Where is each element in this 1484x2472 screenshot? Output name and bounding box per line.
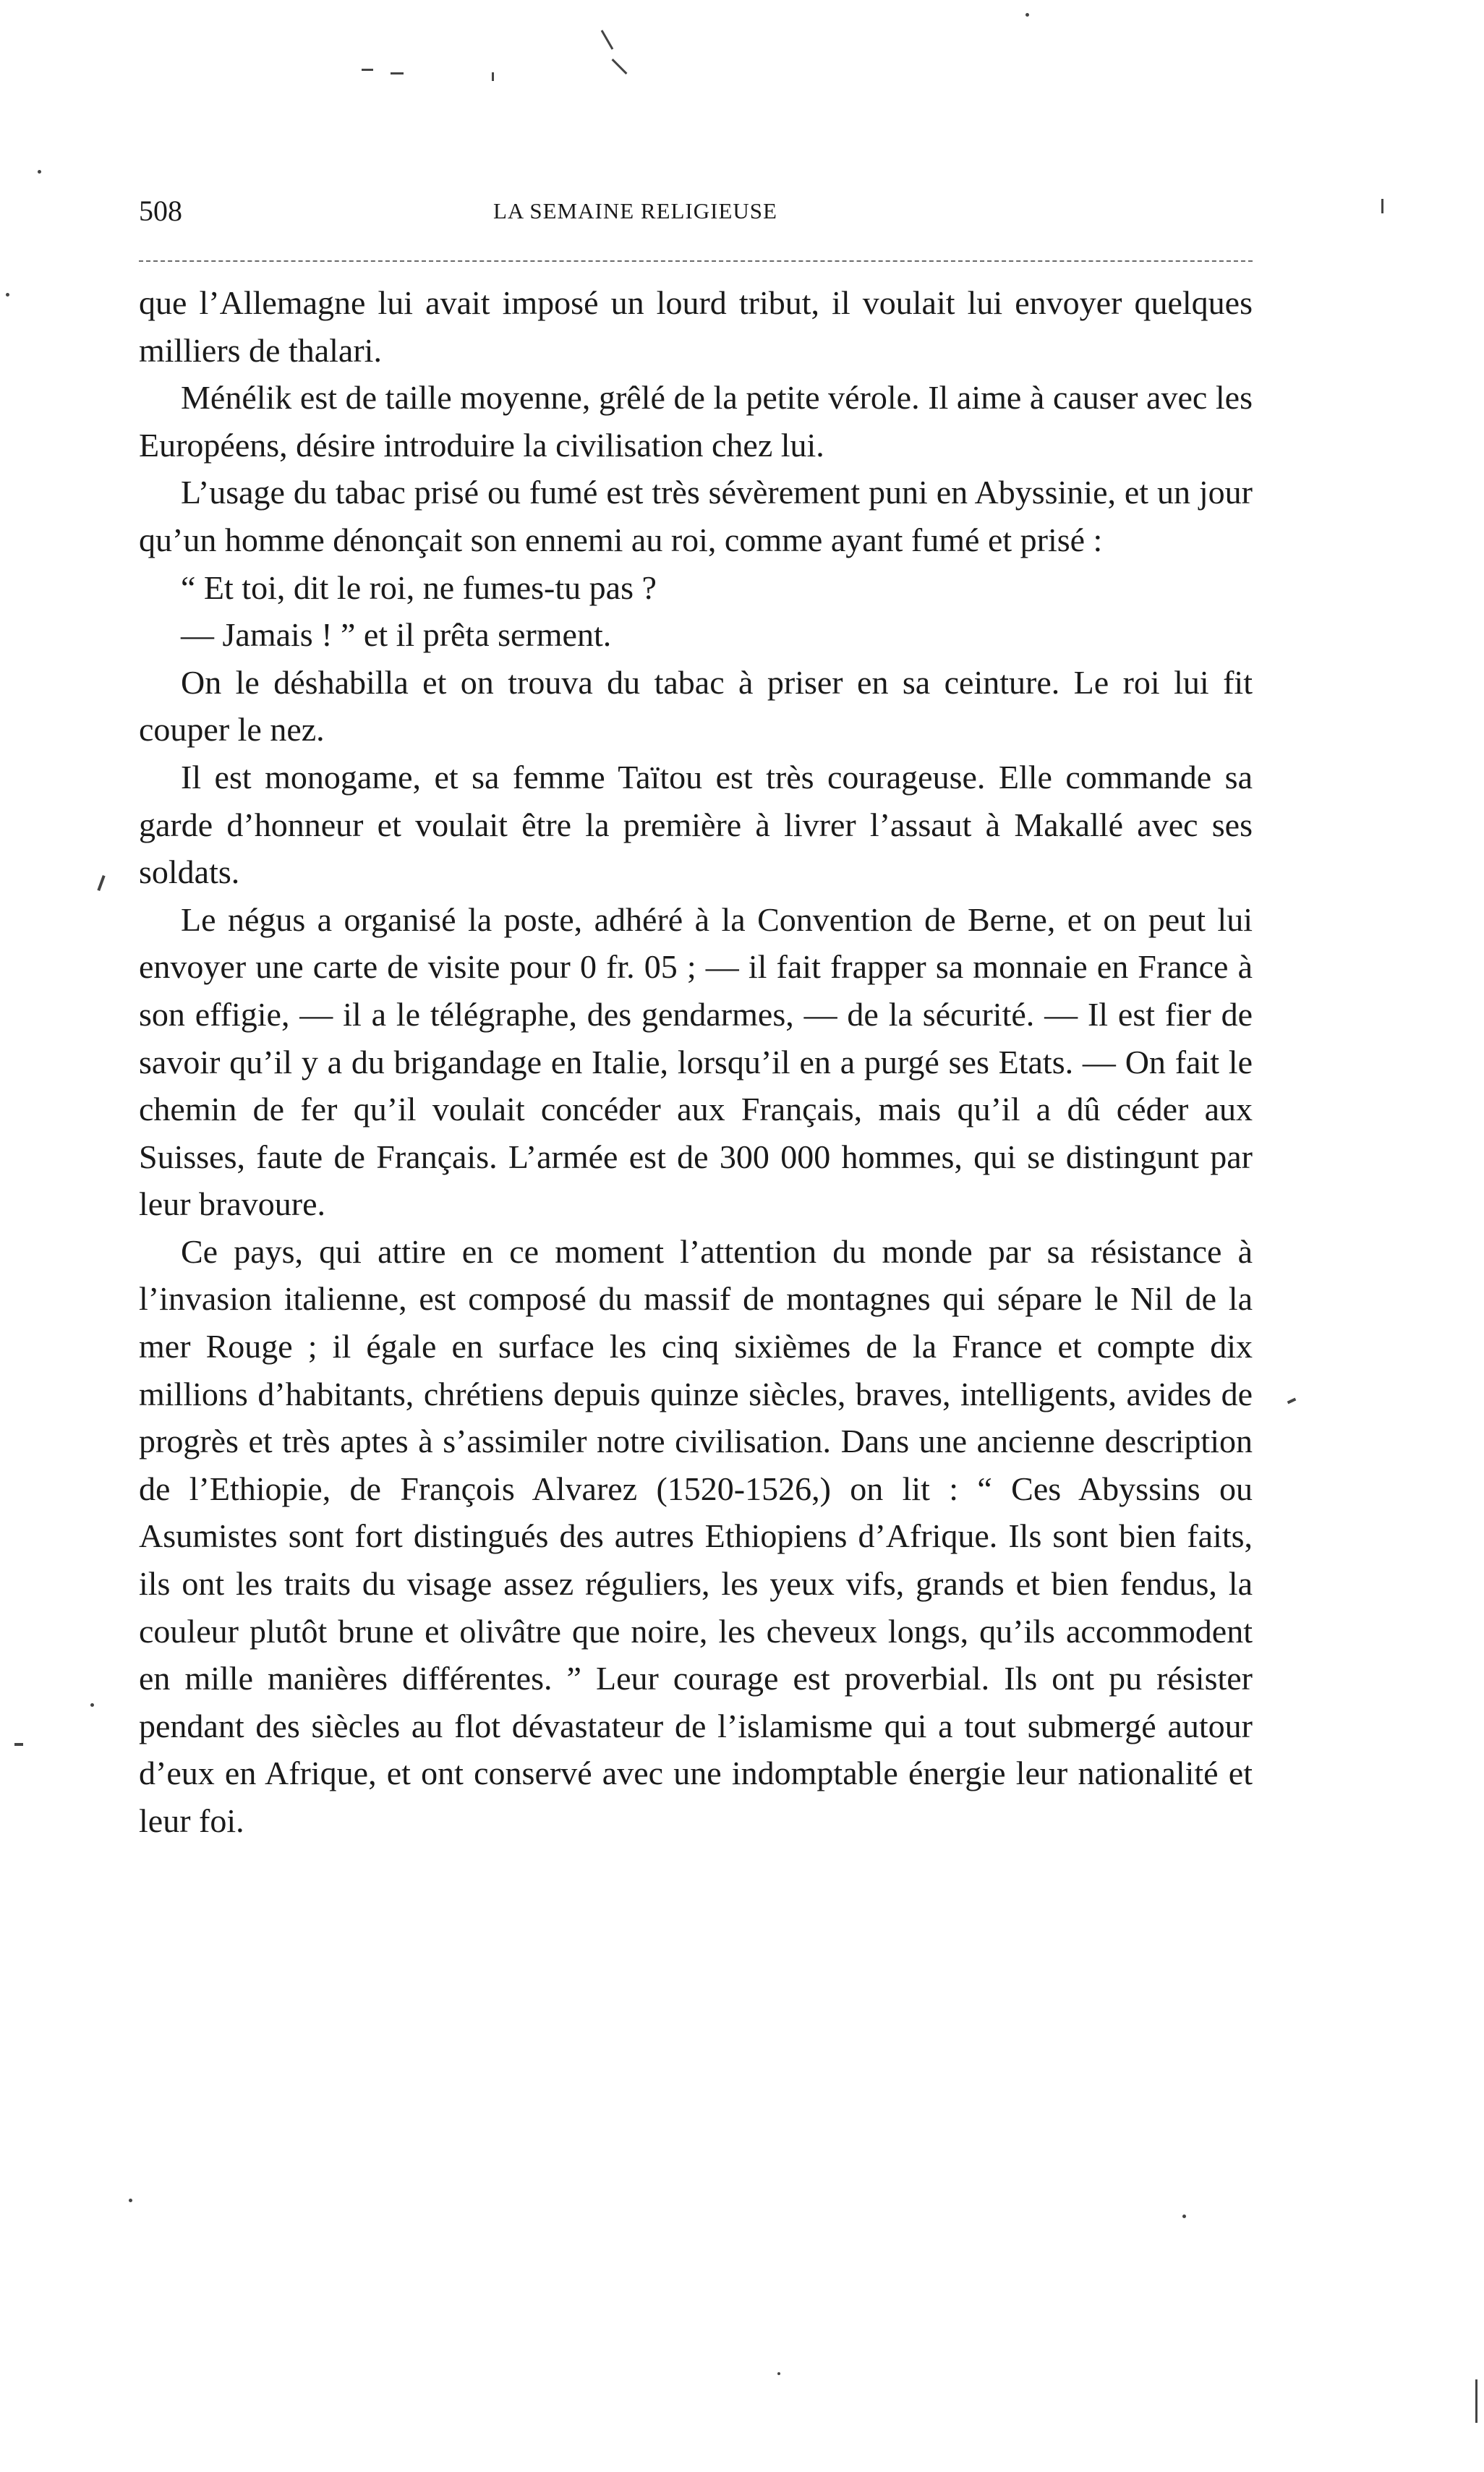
paragraph: Ménélik est de taille moyenne, grêlé de la petite vérole. Il aime à causer avec les Européens, désire introduire la civilisation chez lui.: [139, 379, 1253, 464]
scan-speck: [1182, 2215, 1186, 2218]
scan-speck: [612, 59, 628, 74]
paragraph: Le négus a organisé la poste, adhéré à la Convention de Berne, et on peut lui envoyer une carte de visite pour 0 fr. 05 ; — il fait frapper sa monnaie en France à son effigie, — il a le télégraphe, des gendarmes, — de la sécurité. — Il est fier de savoir qu’il y a du brigandage en Italie, lorsqu’il en a purgé ses Etats. — On fait le chemin de fer qu’il voulait concéder aux Français, mais qu’il a dû céder aux Suisses, faute de Français. L’armée est de 300 000 hommes, qui se distingunt par leur bravoure.: [139, 900, 1253, 1223]
header-rule: [139, 260, 1253, 262]
scan-speck: [129, 2199, 132, 2202]
paragraph: que l’Allemagne lui avait imposé un lourd tribut, il voulait lui envoyer quelques milliers de thalari.: [139, 284, 1253, 369]
running-title: LA SEMAINE RELIGIEUSE: [493, 198, 777, 223]
paragraph: Ce pays, qui attire en ce moment l’attention du monde par sa résistance à l’invasion italienne, est composé du massif de montagnes qui sépare le Nil de la mer Rouge ; il égale en surface les cinq sixièmes de la France et compte dix millions d’habitants, chrétiens depuis quinze siècles, braves, intelligents, avides de progrès et très aptes à s’assimiler notre civilisation. Dans une ancienne description de l’Ethiopie, de François Alvarez (1520-1526,) on lit : “ Ces Abyssins ou Asumistes sont fort distingués des autres Ethiopiens d’Afrique. Ils sont bien faits, ils ont les traits du visage assez réguliers, les yeux vifs, grands et bien fendus, la couleur plutôt brune et olivâtre que noire, les cheveux longs, qu’ils accommodent en mille manières différentes. ” Leur courage est proverbial. Ils ont pu résister pendant des siècles au flot dévastateur de l’islamisme qui a tout submergé autour d’eux en Afrique, et ont conservé avec une indomptable énergie leur nationalité et leur foi.: [139, 1232, 1253, 1839]
scan-speck: [38, 170, 41, 174]
scan-speck: [6, 293, 9, 297]
paragraph: L’usage du tabac prisé ou fumé est très sévèrement puni en Abyssinie, et un jour qu’un homme dénonçait son ennemi au roi, comme ayant fumé et prisé :: [139, 474, 1253, 558]
scan-speck: [97, 875, 105, 891]
body-text: [139, 279, 1253, 1845]
scan-speck: [1025, 13, 1029, 17]
scan-speck: [777, 2372, 780, 2375]
paragraph: Il est monogame, et sa femme Taïtou est très courageuse. Elle commande sa garde d’honneur et voulait être la première à livrer l’assaut à Makallé avec ses soldats.: [139, 758, 1253, 891]
page-header: [139, 194, 1253, 240]
scan-speck: [362, 69, 373, 71]
scan-speck: [391, 72, 404, 74]
paragraph: — Jamais ! ” et il prêta serment.: [181, 616, 612, 654]
scan-speck: [492, 72, 494, 81]
scan-speck: [14, 1743, 23, 1746]
paragraph: On le déshabilla et on trouva du tabac à priser en sa ceinture. Le roi lui fit couper le nez.: [139, 663, 1253, 749]
scan-speck: [601, 30, 614, 49]
paragraph: “ Et toi, dit le roi, ne fumes-tu pas ?: [181, 568, 657, 606]
scan-speck: [1381, 199, 1383, 213]
scan-speck: [1475, 2379, 1477, 2423]
page-number: 508: [139, 195, 182, 227]
scan-speck: [1287, 1398, 1297, 1405]
scan-speck: [90, 1703, 94, 1707]
